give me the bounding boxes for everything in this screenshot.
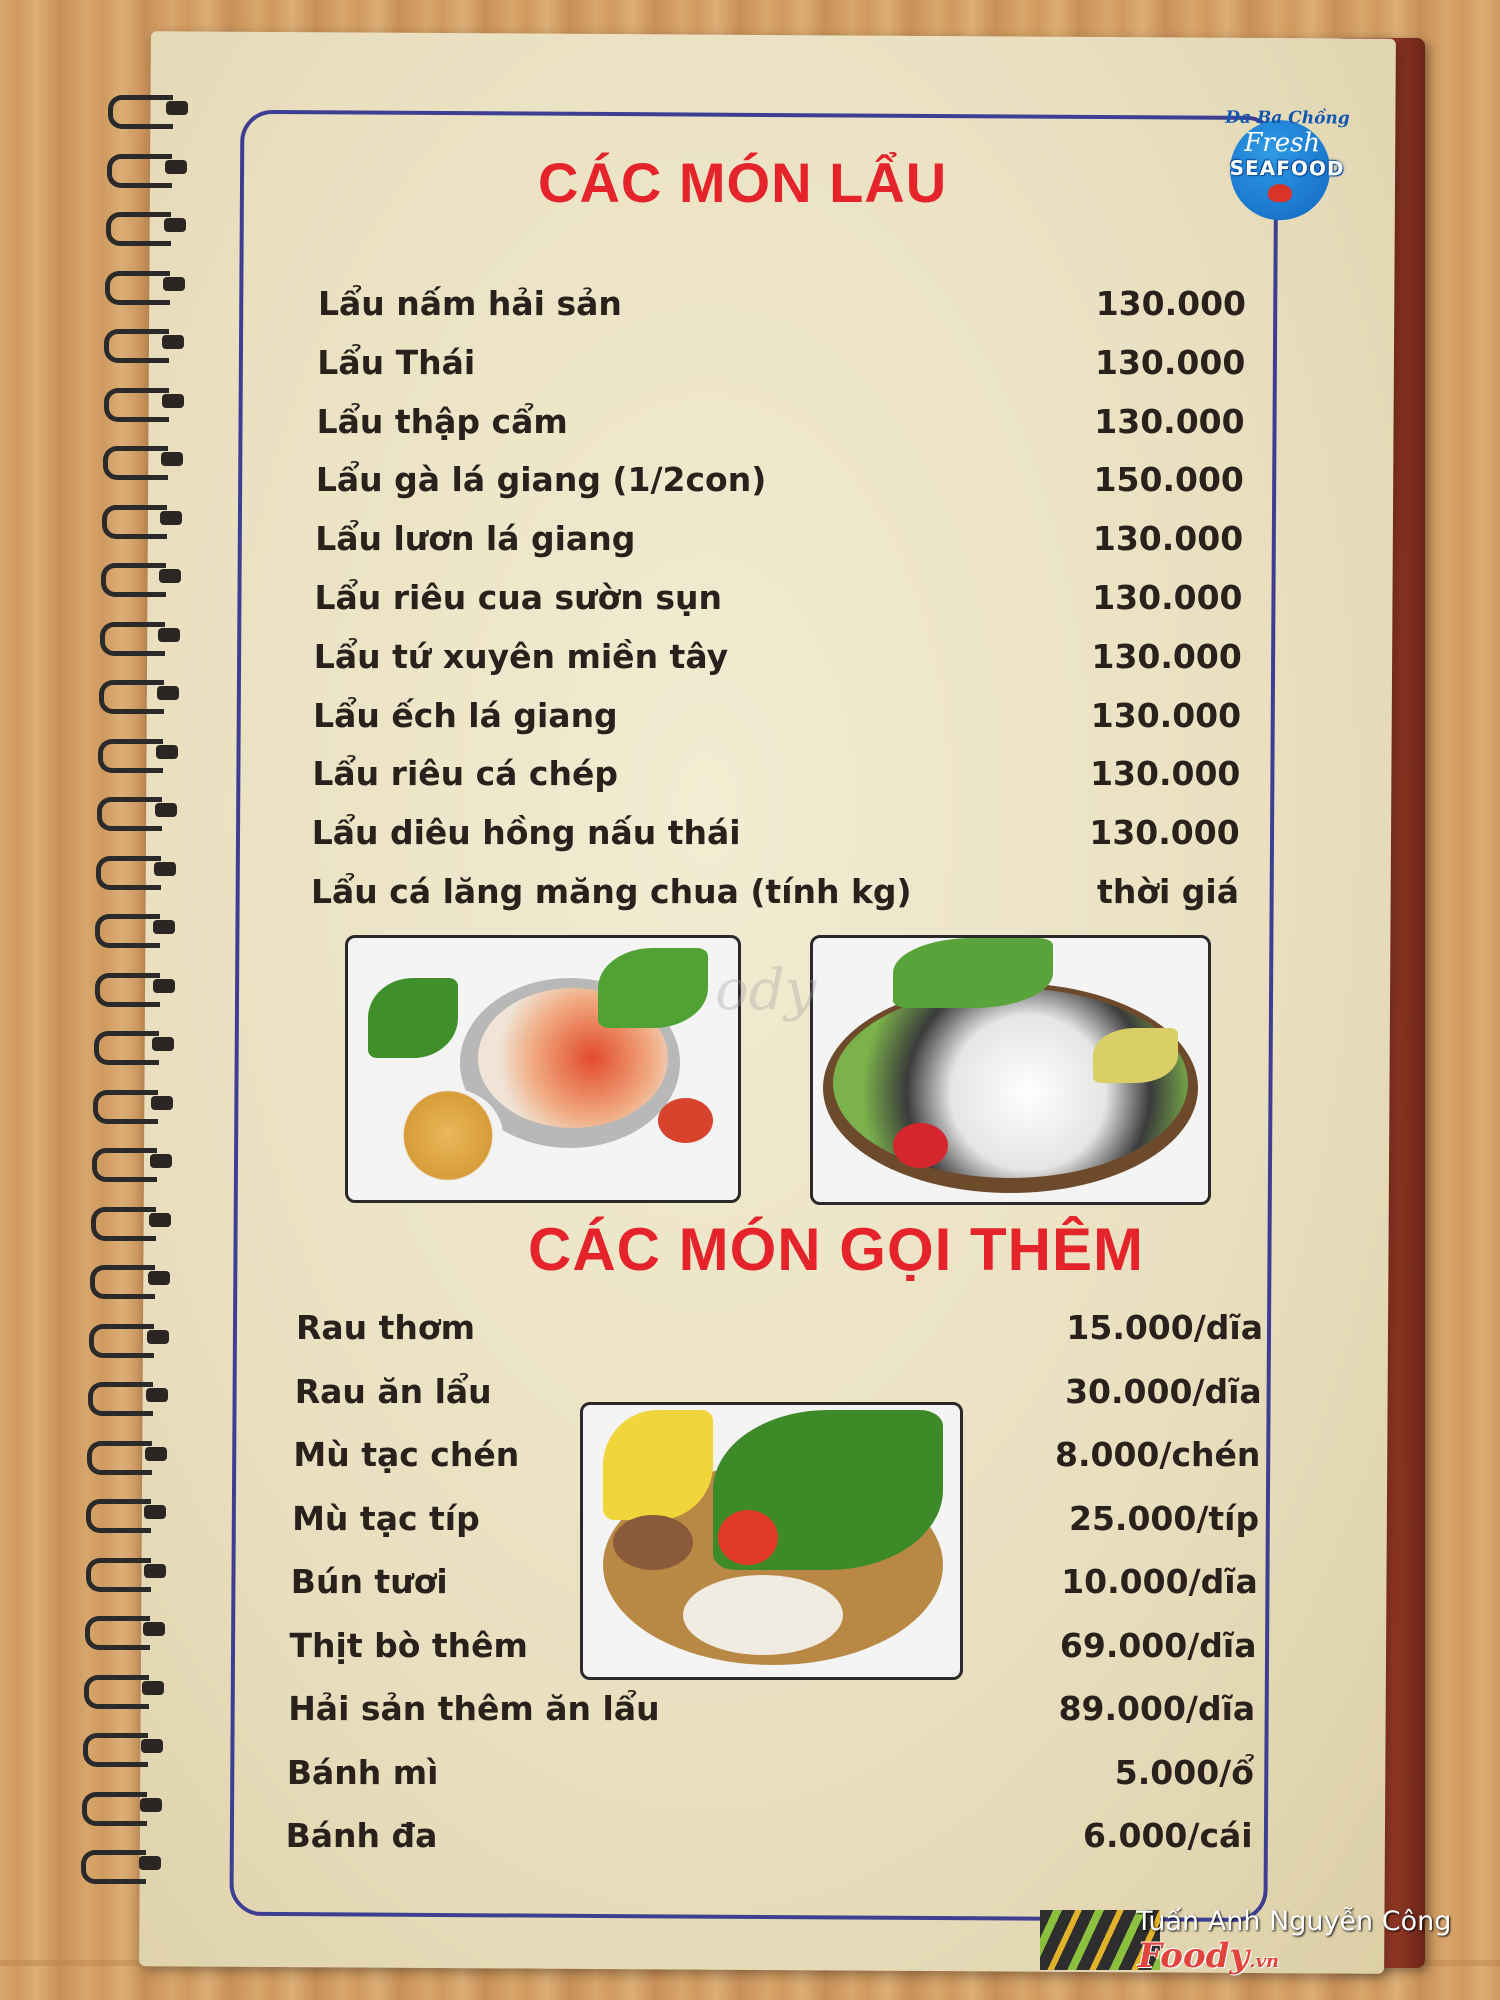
- ring-hole: [145, 1447, 167, 1461]
- ring-hole: [163, 277, 185, 291]
- hotpot-photo-seafood: [345, 935, 741, 1203]
- spiral-ring: [89, 1324, 171, 1354]
- ring-hole: [161, 452, 183, 466]
- menu-item-price: 89.000/dĩa: [1058, 1689, 1256, 1728]
- menu-item-row: [314, 637, 1242, 681]
- menu-item-row: [315, 578, 1243, 622]
- spiral-ring: [94, 1031, 176, 1061]
- spiral-ring: [108, 95, 190, 125]
- ring-loop: [105, 271, 170, 305]
- spiral-ring: [104, 388, 186, 418]
- menu-item-name: Bánh mì: [286, 1752, 439, 1792]
- ring-loop: [82, 1792, 147, 1826]
- menu-item-row: [287, 1753, 1254, 1797]
- ring-loop: [102, 505, 167, 539]
- menu-item-row: [311, 872, 1239, 916]
- menu-item-price: 8.000/chén: [1055, 1435, 1261, 1474]
- menu-item-name: Lẩu diêu hồng nấu thái: [311, 813, 741, 853]
- menu-item-row: [318, 284, 1246, 328]
- ring-loop: [88, 1382, 153, 1416]
- hotpot-section-title: CÁC MÓN LẨU: [538, 151, 948, 214]
- spiral-ring: [104, 329, 186, 359]
- menu-item-name: Lẩu cá lăng măng chua (tính kg): [311, 872, 912, 911]
- menu-item-name: Hải sản thêm ăn lẩu: [288, 1689, 660, 1728]
- ring-loop: [97, 797, 162, 831]
- menu-item-price: 25.000/típ: [1068, 1498, 1260, 1538]
- menu-item-row: [317, 343, 1245, 387]
- ring-hole: [162, 335, 184, 349]
- ring-hole: [165, 160, 187, 174]
- spiral-binding: [108, 95, 218, 1920]
- photo-watermark: ody: [715, 958, 817, 1023]
- ring-hole: [144, 1505, 166, 1519]
- menu-item-row: [290, 1626, 1257, 1670]
- ring-loop: [101, 563, 166, 597]
- menu-item-name: Lẩu thập cẩm: [316, 401, 568, 441]
- spiral-ring: [105, 271, 187, 301]
- menu-item-price: 130.000: [1090, 754, 1241, 794]
- spiral-ring: [85, 1616, 167, 1646]
- menu-item-price: 130.000: [1091, 636, 1242, 676]
- restaurant-logo: [1212, 108, 1363, 227]
- menu-item-row: [313, 696, 1241, 740]
- spiral-ring: [87, 1441, 169, 1471]
- menu-item-price: 150.000: [1093, 460, 1244, 500]
- menu-item-row: [316, 460, 1244, 504]
- ring-hole: [141, 1739, 163, 1753]
- menu-item-name: Lẩu Thái: [317, 342, 476, 382]
- hotpot-photo-vegetables: [810, 935, 1211, 1205]
- foody-brand-suffix: .vn: [1249, 1951, 1279, 1972]
- ring-hole: [143, 1622, 165, 1636]
- spiral-ring: [82, 1792, 164, 1822]
- ring-loop: [86, 1558, 151, 1592]
- ring-loop: [103, 446, 168, 480]
- ring-loop: [87, 1441, 152, 1475]
- ring-hole: [166, 101, 188, 115]
- menu-item-price: 130.000: [1095, 284, 1246, 323]
- ring-loop: [89, 1324, 154, 1358]
- ring-hole: [151, 1096, 173, 1110]
- ring-loop: [90, 1265, 155, 1299]
- menu-item-name: Lẩu ếch lá giang: [313, 695, 618, 735]
- spiral-ring: [90, 1265, 172, 1295]
- ring-hole: [162, 394, 184, 408]
- menu-item-price: 10.000/dĩa: [1061, 1562, 1258, 1601]
- menu-item-row: [292, 1499, 1259, 1543]
- ring-hole: [148, 1271, 170, 1285]
- ring-hole: [147, 1330, 169, 1344]
- spiral-ring: [100, 622, 182, 652]
- spiral-ring: [88, 1382, 170, 1412]
- spiral-ring: [101, 563, 183, 593]
- ring-loop: [85, 1616, 150, 1650]
- spiral-ring: [106, 212, 188, 242]
- menu-item-name: Mù tạc chén: [293, 1435, 520, 1474]
- ring-hole: [144, 1564, 166, 1578]
- menu-item-name: Bánh đa: [285, 1816, 438, 1855]
- ring-hole: [160, 511, 182, 525]
- spiral-ring: [98, 739, 180, 769]
- menu-item-row: [286, 1816, 1253, 1860]
- ring-loop: [104, 388, 169, 422]
- menu-item-row: [317, 402, 1245, 446]
- ring-hole: [157, 686, 179, 700]
- ring-hole: [142, 1681, 164, 1695]
- ring-loop: [98, 739, 163, 773]
- spiral-ring: [97, 797, 179, 827]
- menu-item-row: [312, 754, 1240, 798]
- ring-loop: [92, 1148, 157, 1182]
- ring-hole: [155, 803, 177, 817]
- ring-hole: [158, 628, 180, 642]
- ring-loop: [106, 212, 171, 246]
- menu-item-name: Lẩu lươn lá giang: [315, 519, 636, 559]
- spiral-ring: [86, 1558, 168, 1588]
- menu-item-price: 69.000/dĩa: [1059, 1625, 1257, 1665]
- menu-item-price: 130.000: [1094, 401, 1245, 441]
- menu-item-name: Lẩu riêu cua sườn sụn: [314, 578, 722, 617]
- ring-hole: [140, 1798, 162, 1812]
- ring-loop: [83, 1733, 148, 1767]
- menu-item-price: 5.000/ổ: [1114, 1752, 1254, 1792]
- ring-loop: [95, 973, 160, 1007]
- spiral-ring: [84, 1675, 166, 1705]
- photo-author: Tuấn Anh Nguyễn Công: [1136, 1906, 1452, 1937]
- spiral-ring: [95, 973, 177, 1003]
- ring-loop: [91, 1207, 156, 1241]
- ring-loop: [81, 1850, 146, 1884]
- ring-hole: [153, 920, 175, 934]
- menu-item-name: Lẩu riêu cá chép: [312, 754, 618, 794]
- menu-item-name: Lẩu nấm hải sản: [318, 284, 622, 323]
- ring-loop: [84, 1675, 149, 1709]
- menu-item-price: 130.000: [1092, 578, 1243, 617]
- ring-loop: [95, 914, 160, 948]
- spiral-ring: [81, 1850, 163, 1880]
- spiral-ring: [86, 1499, 168, 1529]
- ring-hole: [159, 569, 181, 583]
- ring-loop: [93, 1090, 158, 1124]
- menu-item-price: 130.000: [1090, 695, 1242, 735]
- menu-item-row: [315, 519, 1243, 563]
- ring-hole: [152, 1037, 174, 1051]
- menu-item-row: [295, 1372, 1262, 1416]
- ring-loop: [107, 154, 172, 188]
- spiral-ring: [92, 1148, 174, 1178]
- menu-item-row: [293, 1435, 1260, 1479]
- menu-item-row: [291, 1562, 1258, 1606]
- herb-garnish-2: [598, 948, 708, 1028]
- spiral-ring: [102, 505, 184, 535]
- corn-slice: [1093, 1028, 1178, 1083]
- herb-garnish: [368, 978, 458, 1058]
- ring-loop: [104, 329, 169, 363]
- menu-item-price: 130.000: [1094, 342, 1246, 382]
- ring-hole: [153, 979, 175, 993]
- foody-logo: [1138, 1936, 1279, 1976]
- ring-loop: [99, 680, 164, 714]
- menu-item-name: Lẩu gà lá giang (1/2con): [315, 460, 767, 500]
- spiral-ring: [91, 1207, 173, 1237]
- ring-loop: [94, 1031, 159, 1065]
- spiral-ring: [83, 1733, 165, 1763]
- menu-item-row: [296, 1308, 1263, 1352]
- menu-item-name: Thịt bò thêm: [289, 1625, 528, 1665]
- ring-hole: [150, 1154, 172, 1168]
- menu-item-row: [288, 1689, 1255, 1733]
- spiral-ring: [103, 446, 185, 476]
- spiral-ring: [99, 680, 181, 710]
- greens-top: [893, 938, 1053, 1008]
- menu-item-name: Bún tươi: [290, 1562, 448, 1601]
- logo-top-text: Đa Ba Chồng: [1225, 107, 1350, 129]
- ring-loop: [96, 856, 161, 890]
- menu-item-price: 130.000: [1089, 813, 1240, 853]
- ring-loop: [86, 1499, 151, 1533]
- crab-icon: [1268, 184, 1292, 202]
- logo-main-text: SEAFOOD: [1229, 155, 1345, 181]
- noodle-plate: [393, 1088, 503, 1183]
- menu-item-price: 6.000/cái: [1083, 1816, 1253, 1855]
- foody-brand-text: Foody: [1138, 1936, 1250, 1976]
- ring-loop: [108, 95, 173, 129]
- menu-item-name: Lẩu tứ xuyên miền tây: [313, 636, 729, 676]
- ring-hole: [149, 1213, 171, 1227]
- menu-item-price: thời giá: [1097, 872, 1239, 911]
- ring-hole: [154, 862, 176, 876]
- ring-hole: [164, 218, 186, 232]
- menu-item-price: 15.000/dĩa: [1066, 1308, 1263, 1347]
- menu-item-name: Mù tạc típ: [292, 1498, 480, 1538]
- menu-item-row: [312, 813, 1240, 857]
- logo-script-text: Fresh: [1244, 127, 1321, 159]
- ring-hole: [139, 1856, 161, 1870]
- spiral-ring: [93, 1090, 175, 1120]
- ring-loop: [100, 622, 165, 656]
- spiral-ring: [107, 154, 189, 184]
- vegetable-mix: [833, 988, 1188, 1178]
- menu-item-name: Rau thơm: [296, 1308, 475, 1347]
- spiral-ring: [95, 914, 177, 944]
- menu-item-name: Rau ăn lẩu: [294, 1371, 492, 1411]
- spiral-ring: [96, 856, 178, 886]
- sauce-dish: [658, 1098, 713, 1143]
- menu-item-price: 30.000/dĩa: [1065, 1371, 1262, 1411]
- ring-hole: [156, 745, 178, 759]
- ring-hole: [146, 1388, 168, 1402]
- extras-section-title: CÁC MÓN GỌI THÊM: [528, 1216, 1144, 1283]
- menu-item-price: 130.000: [1092, 519, 1244, 559]
- tomato-rose: [893, 1123, 948, 1168]
